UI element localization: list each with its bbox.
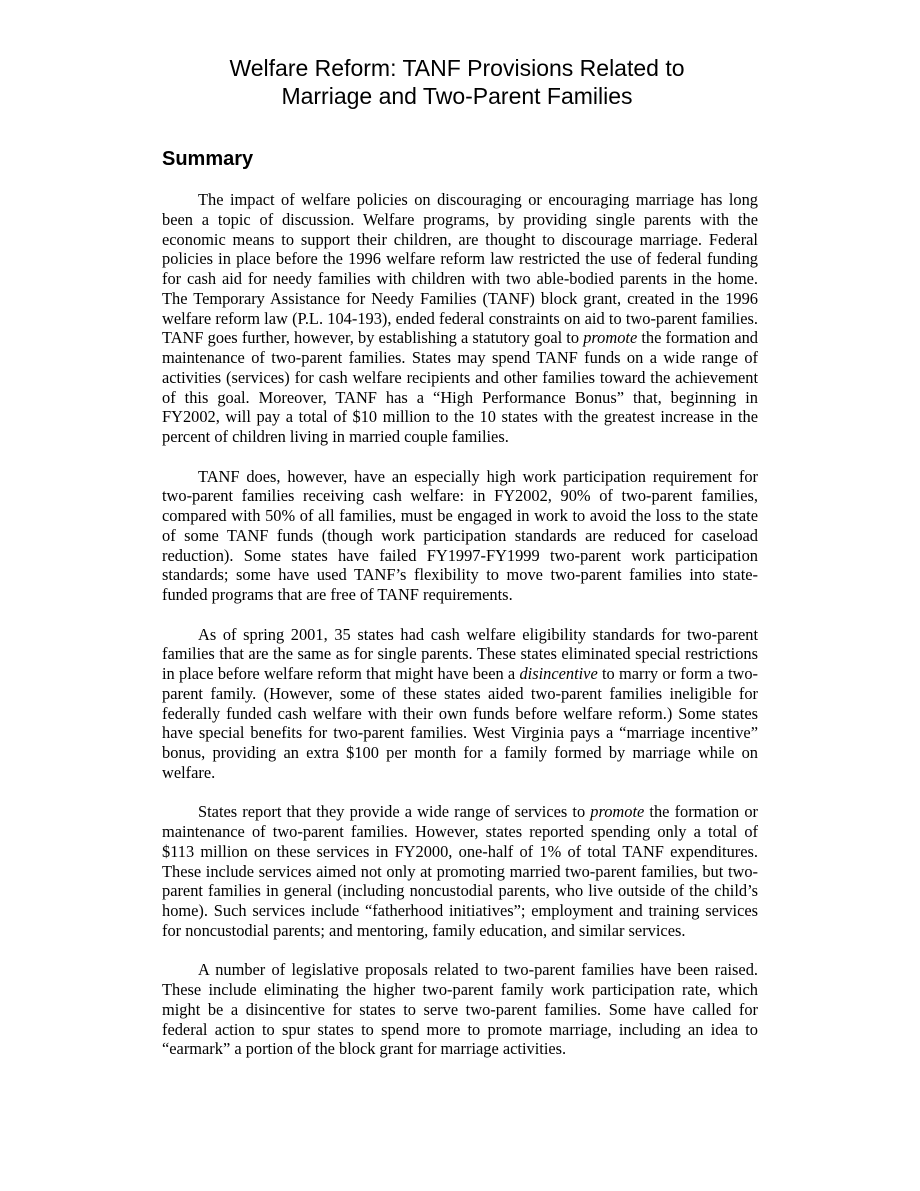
paragraph-text: to marry or form a two-parent family. (However, some of these states aided two-parent families ineligible for federally funded cash welfare with their own funds before welfare reform.) Some states have special benefits for two-parent families. West Virginia pays a “marriage incentive” bonus, providing an extra $100 per month for a family formed by marriage while on welfare. <box>162 664 758 782</box>
paragraph-text: States report that they provide a wide range of services to <box>198 802 591 822</box>
summary-paragraph-2 <box>162 467 758 605</box>
summary-paragraph-1 <box>162 190 758 447</box>
title-line-2: Marriage and Two-Parent Families <box>281 83 633 109</box>
summary-body <box>162 190 758 1079</box>
paragraph-text: TANF does, however, have an especially high work participation requirement for two-parent families receiving cash welfare: in FY2002, 90% of two-parent families, compared with 50% of all families, must be engaged in work to avoid the loss to the state of some TANF funds (though work participation standards are reduced for caseload reduction). Some states have failed FY1997-FY1999 two-parent work participation standards; some have used TANF’s flexibility to move two-parent families into state-funded programs that are free of TANF requirements. <box>162 466 758 604</box>
emphasis-text: promote <box>590 802 645 822</box>
title-line-1: Welfare Reform: TANF Provisions Related to <box>229 55 685 81</box>
section-heading: Summary <box>162 148 254 170</box>
summary-paragraph-3 <box>162 625 758 783</box>
summary-paragraph-5 <box>162 960 758 1059</box>
paragraph-text: A number of legislative proposals related to two-parent families have been raised. These include eliminating the higher two-parent family work participation rate, which might be a disincentive for states to serve two-parent families. Some have called for federal action to spur states to spend more to promote marriage, including an idea to “earmark” a portion of the block grant for marriage activities. <box>162 960 758 1059</box>
document-title <box>120 54 794 110</box>
paragraph-text: the formation or maintenance of two-parent families. However, states reported spending only a total of $113 million on these services in FY2000, one-half of 1% of total TANF expenditures. These include services aimed not only at promoting married two-parent families, but two-parent families in general (including noncustodial parents, who live outside of the child’s home). Such services include “fatherhood initiatives”; employment and training services for noncustodial parents; and mentoring, family education, and similar services. <box>162 802 758 940</box>
paragraph-text: The impact of welfare policies on discouraging or encouraging marriage has long been a topic of discussion. Welfare programs, by providing single parents with the economic means to support their children, are thought to discourage marriage. Federal policies in place before the 1996 welfare reform law restricted the use of federal funding for cash aid for needy families with children with two able-bodied parents in the home. The Temporary Assistance for Needy Families (TANF) block grant, created in the 1996 welfare reform law (P.L. 104-193), ended federal constraints on aid to two-parent families. TANF goes further, however, by establishing a statutory goal to <box>162 190 758 348</box>
summary-paragraph-4 <box>162 802 758 940</box>
emphasis-text: disincentive <box>519 664 598 683</box>
paragraph-text: As of spring 2001, 35 states had cash welfare eligibility standards for two-parent families that are the same as for single parents. These states eliminated special restrictions in place before welfare reform that might have been a <box>162 624 758 683</box>
emphasis-text: promote <box>583 328 638 348</box>
paragraph-text: the formation and maintenance of two-parent families. States may spend TANF funds on a wide range of activities (services) for cash welfare recipients and other families toward the achievement of this goal. Moreover, TANF has a “High Performance Bonus” that, beginning in FY2002, will pay a total of $10 million to the 10 states with the greatest increase in the percent of children living in married couple families. <box>162 328 758 446</box>
